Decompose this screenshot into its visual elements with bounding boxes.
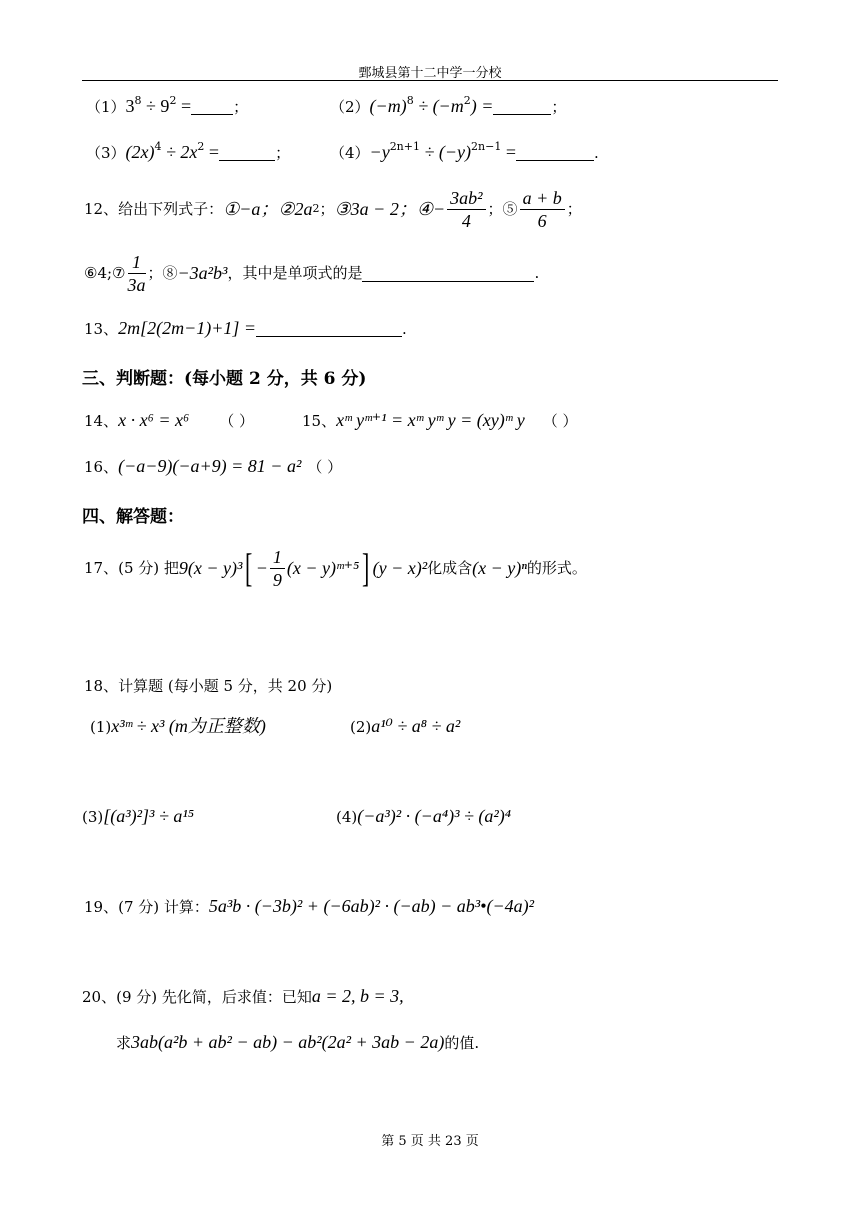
q12-item-5-end: ；	[566, 200, 582, 218]
q11-p3-end: ；	[275, 144, 291, 162]
q12-item-5-denominator: 6	[537, 210, 547, 231]
q12-item-7-denominator: 3a	[127, 274, 146, 295]
q12-item-6: ⑥4;	[84, 264, 113, 282]
q17-target-form: (x − y)ⁿ	[472, 558, 527, 578]
q12-item-4-prefix: ④−	[416, 199, 446, 219]
q17-minus: −	[255, 558, 268, 578]
q17-fraction	[270, 546, 285, 591]
q12-item-5-fraction	[520, 187, 565, 232]
q11-p3-base: (2x)	[125, 142, 155, 162]
q12-item-4-end: ；⑤	[487, 200, 518, 218]
q18-part-1	[90, 716, 266, 737]
q11-p2-answer-blank[interactable]	[493, 98, 551, 115]
q11-part-1	[86, 96, 248, 117]
q11-p3-eq: =	[204, 142, 220, 162]
q11-p4-end: .	[593, 144, 599, 162]
q11-part-2	[330, 96, 566, 117]
header-divider	[82, 80, 778, 81]
q11-p1-base: 3	[125, 96, 135, 116]
q11-p4-number: （4）	[330, 144, 370, 162]
q20-expression: 3ab(a²b + ab² − ab) − ab²(2a² + 3ab − 2a)	[131, 1032, 445, 1052]
q18-p1-expression: x³ᵐ ÷ x³ (m为正整数)	[111, 716, 266, 736]
q11-p2-end: ；	[551, 98, 567, 116]
q18-part-3	[82, 806, 194, 827]
q18-p3-expression: [(a³)²]³ ÷ a¹⁵	[103, 806, 194, 826]
q15-lead: 15、	[302, 412, 337, 430]
page-footer: 第 5 页 共 23 页	[381, 1134, 479, 1149]
q12-item-7-end: ；⑧	[147, 264, 178, 282]
q12-line-1: 12、给出下列式子： ①−a； ②2a 2 ； ③3a − 2； ④− $\frac{\text{3ab²}}{4}$ ；⑤ $\frac{a + b}{6}$ ；	[84, 187, 582, 231]
q14-answer-paren[interactable]: （ ）	[219, 412, 255, 430]
q16-expression: (−a−9)(−a+9) = 81 − a²	[118, 456, 302, 476]
q11-p1-op: ÷ 9	[141, 96, 170, 116]
q12-item-7-fraction	[128, 251, 146, 296]
q11-p2-exp-b: 2	[463, 94, 471, 107]
q13-end: .	[402, 320, 407, 338]
q15-expression: xᵐ yᵐ⁺¹ = xᵐ yᵐ y = (xy)ᵐ y	[336, 410, 525, 430]
q12-answer-blank[interactable]	[362, 265, 534, 282]
q12-item-4-denominator: 4	[461, 210, 471, 231]
q17-right-bracket: ]	[362, 545, 370, 590]
q17-mid-text: 化成含	[427, 559, 473, 577]
q11-p1-number: （1）	[86, 98, 126, 116]
q12-item-8: −3a²b³	[177, 263, 228, 283]
q11-p4-eq: =	[501, 142, 516, 162]
q14-lead: 14、	[84, 412, 119, 430]
q12-item-5-numerator: a + b	[520, 187, 565, 210]
q11-p3-number: （3）	[86, 144, 126, 162]
q18-p4-number: (4)	[336, 808, 358, 826]
q11-part-4	[330, 142, 599, 163]
q11-p4-base: −y	[369, 142, 390, 162]
q13-expression: 2m[2(2m−1)+1] =	[118, 318, 257, 338]
q17-fraction-denominator: 9	[272, 569, 282, 590]
q11-p2-number: （2）	[330, 98, 370, 116]
q20-line-2	[116, 1032, 479, 1053]
q20-given-values: a = 2, b = 3,	[311, 986, 404, 1006]
q11-p2-mid: ÷ (−m	[413, 96, 464, 116]
q11-p3-exp-b: 2	[197, 140, 205, 153]
q17-left-bracket: [	[245, 545, 253, 590]
q11-p4-answer-blank[interactable]	[516, 144, 594, 161]
q19-line	[84, 896, 534, 917]
q15-line	[302, 410, 578, 431]
q15-answer-paren[interactable]: （ ）	[542, 412, 578, 430]
section-3-title: 三、判断题：(每小题 2 分，共 6 分)	[82, 369, 367, 389]
q12-line-2	[84, 248, 539, 298]
q11-p2-exp-a: 8	[406, 94, 414, 107]
q11-p4-mid: ÷ (−y)	[420, 142, 472, 162]
q20-prefix: 求	[116, 1034, 132, 1052]
q12-item-2-end: ；	[319, 200, 335, 218]
q18-p1-number: (1)	[90, 718, 112, 736]
q12-item-4-numerator: 3ab²	[447, 187, 485, 210]
q18-title: 18、计算题 (每小题 5 分，共 20 分)	[84, 677, 333, 695]
q12-item-2: ②2a	[278, 199, 313, 219]
q12-item-7-numerator: 1	[128, 251, 146, 274]
q17-term-3: (y − x)²	[372, 558, 428, 578]
q11-p1-eq: =	[176, 96, 192, 116]
q11-p3-answer-blank[interactable]	[219, 144, 275, 161]
q13-answer-blank[interactable]	[256, 320, 402, 337]
q17-tail-text: 的形式。	[526, 559, 587, 577]
q20-tail: 的值.	[444, 1034, 480, 1052]
q16-line	[84, 456, 342, 477]
q17-term-2: (x − y)ᵐ⁺⁵	[286, 558, 360, 578]
q18-p2-number: (2)	[350, 718, 372, 736]
header-school-name: 鄄城县第十二中学一分校	[358, 66, 502, 81]
q11-p2-close: ) =	[470, 96, 494, 116]
q12-item-3: ③3a − 2；	[334, 199, 417, 219]
q12-item-1: ①−a；	[223, 199, 279, 219]
q11-p1-exp-b: 2	[169, 94, 177, 107]
q17-term-1: 9(x − y)³	[178, 558, 243, 578]
q11-p1-end: ；	[233, 98, 249, 116]
q11-p1-answer-blank[interactable]	[191, 98, 233, 115]
q17-lead: 17、(5 分) 把	[84, 559, 179, 577]
q17-fraction-numerator: 1	[270, 546, 285, 569]
q11-p4-exp-a: 2n+1	[389, 140, 420, 153]
q18-part-4	[336, 806, 511, 827]
q12-question-text: ，其中是单项式的是	[227, 264, 363, 282]
q18-p2-expression: a¹⁰ ÷ a⁸ ÷ a²	[371, 716, 461, 736]
q11-p2-base: (−m)	[369, 96, 407, 116]
q11-p1-exp-a: 8	[134, 94, 142, 107]
q18-p4-expression: (−a³)² · (−a⁴)³ ÷ (a²)⁴	[357, 806, 511, 826]
q18-part-2	[350, 716, 460, 737]
q12-item-7-prefix: ⑦	[112, 264, 126, 282]
q18-p3-number: (3)	[82, 808, 104, 826]
q14-expression: x · x⁶ = x⁶	[118, 410, 190, 430]
q11-p3-mid: ÷ 2x	[161, 142, 198, 162]
q11-part-3	[86, 142, 290, 163]
q17-line	[84, 540, 587, 596]
q20-line-1	[82, 986, 404, 1007]
q19-expression: 5a³b · (−3b)² + (−6ab)² · (−ab) − ab³•(−4a)²	[208, 896, 534, 916]
q11-p4-exp-b: 2n−1	[471, 140, 502, 153]
q13-lead: 13、	[84, 320, 119, 338]
q12-item-4-fraction	[447, 187, 485, 232]
q20-lead: 20、(9 分) 先化简，后求值：已知	[82, 988, 312, 1006]
q12-lead: 12、给出下列式子：	[84, 200, 224, 218]
q19-lead: 19、(7 分) 计算：	[84, 898, 209, 916]
q14-line	[84, 410, 254, 431]
q12-end: .	[534, 264, 540, 282]
q16-lead: 16、	[84, 458, 119, 476]
q11-p3-exp-a: 4	[154, 140, 162, 153]
q13-line	[84, 318, 407, 339]
section-4-title: 四、解答题：	[82, 507, 184, 527]
q16-answer-paren[interactable]: （ ）	[307, 458, 343, 476]
